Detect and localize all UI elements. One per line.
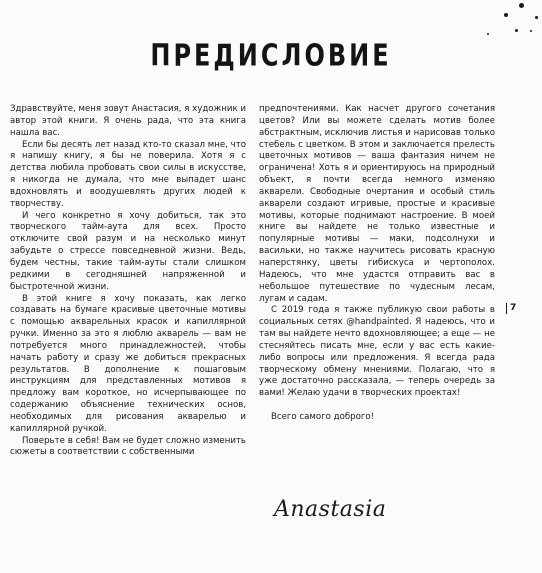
dot [530, 30, 532, 32]
left-text-column [10, 104, 246, 459]
paragraph: предпочтениями. Как насчет другого сочетания цветов? Или вы можете сделать мотив более абстрактным, исключив листья и нарисовав только стебель с цветком. В этом и заключается прелесть цветочных мотивов — ваша фантазия ничем не ограничена! Хоть я и ориентируюсь на природный объект, я почти всегда немного изменяю акварели. Свободные очертания и особый стиль акварели создают игривые, простые и красивые мотивы, которые поднимают настроение. В моей книге вы найдете не только известные и популярные мотивы — маки, подсолнухи и васильки, но также научитесь рисовать красную наперстянку, цветы гибискуса и чертополох. Надеюсь, что мне удастся отправить вас в небольшое путешествие по чудесным лесам, лугам и садам. [259, 104, 495, 304]
paragraph: Если бы десять лет назад кто-то сказал мне, что я напишу книгу, я бы не поверила. Хотя я с детства любила пробовать свои силы в искусстве, я никогда не думала, что мне выпадет шанс вдохновлять и воодушевлять других людей к творчеству. [10, 139, 246, 209]
paragraph: С 2019 года я также публикую свои работы в социальных сетях @handpainted. Я надеюсь, что и там вы найдете нечто вдохновляющее; а еще — не стесняйтесь писать мне, если у вас есть какие-либо вопросы или предложения. Я всегда рада творческому обмену мнениями. Полагаю, что я уже достаточно рассказала, — теперь очередь за вами! Желаю удачи в творческих проектах! [259, 305, 495, 399]
signature: Anastasia [274, 497, 387, 522]
dot [515, 29, 518, 32]
dot [504, 13, 508, 17]
paragraph: И чего конкретно я хочу добиться, так это творческого тайм-аута для всех. Просто отключите свой разум и на несколько минут забудьте о стрессе повседневной жизни. Ведь, будем честны, такие тайм-ауты стали слишком редкими в сегодняшней напряженной и быстротечной жизни. [10, 210, 246, 292]
dot [519, 3, 524, 8]
right-text-column [259, 104, 495, 424]
dot [535, 16, 538, 19]
page-title: ПРЕДИСЛОВИЕ [150, 38, 392, 73]
paragraph: Поверьте в себя! Вам не будет сложно изменить сюжеты в соответствии с собственными [10, 435, 246, 458]
paragraph: В этой книге я хочу показать, как легко создавать на бумаге красивые цветочные мотивы с помощью акварельных красок и капиллярной ручки. Именно за это я люблю акварель — вам не потребуется много принадлежностей, чтобы начать работу и сразу же добиться прекрасных результатов. В дополнение к пошаговым инструкциям для представленных мотивов я предложу вам короткое, но исчерпывающее по содержанию объяснение технических основ, необходимых для рисования акварелью и капиллярной ручкой. [10, 293, 246, 434]
paragraph: Всего самого доброго! [271, 412, 375, 423]
dot [487, 33, 489, 35]
page-number: 7 [506, 303, 516, 314]
paragraph: Здравствуйте, меня зовут Анастасия, я художник и автор этой книги. Я очень рада, что эта книга нашла вас. [10, 104, 246, 138]
